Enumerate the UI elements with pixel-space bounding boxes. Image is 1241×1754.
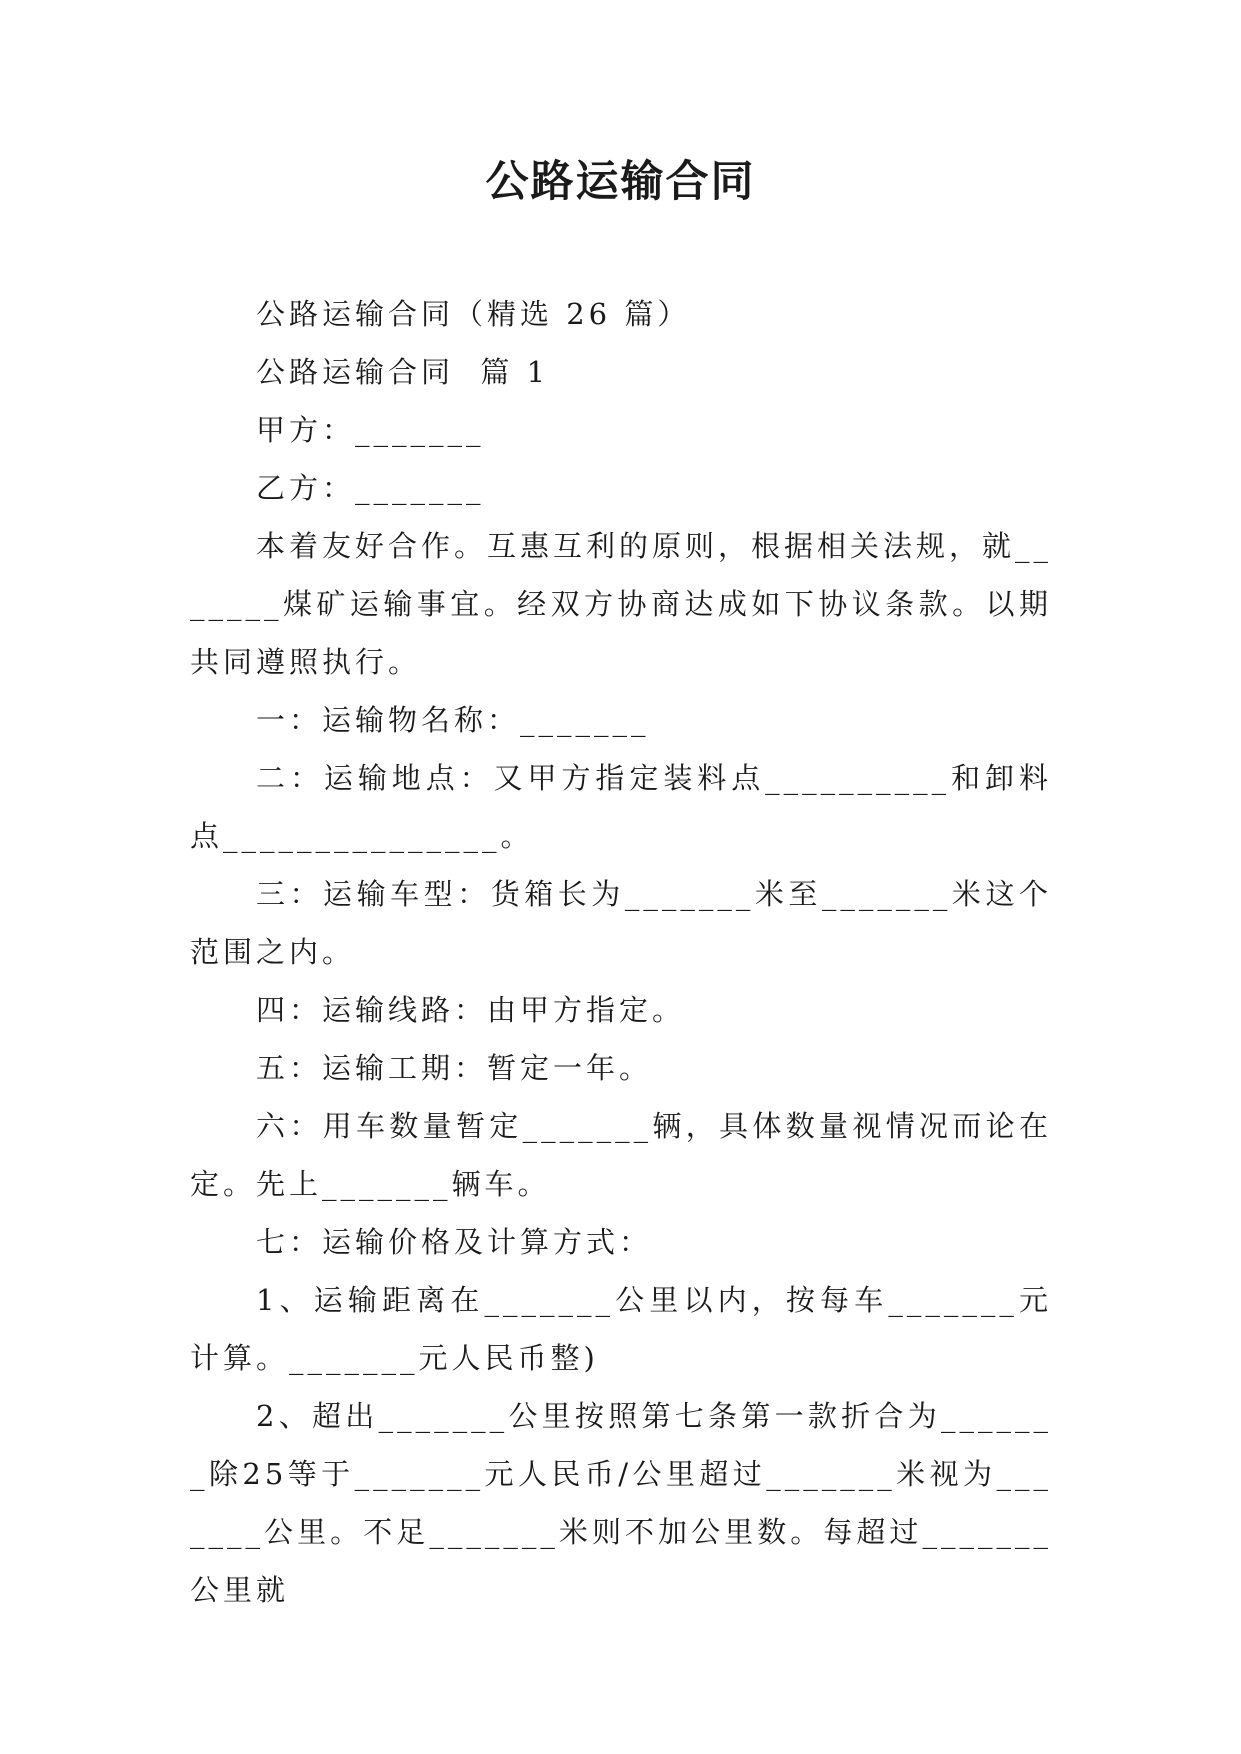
paragraph-heading: 公路运输合同（精选 26 篇） bbox=[256, 297, 691, 331]
paragraph-clause-1: 一：运输物名称：_______ bbox=[256, 703, 650, 737]
paragraph-clause-7-item-2: 2、超出_______公里按照第七条第一款折合为_______除25等于_______元人民币/公里超过_______米视为_______公里。不足_______米则不加公里数。每超过_______公里就 bbox=[190, 1399, 1052, 1607]
document-title: 公路运输合同 bbox=[485, 157, 756, 207]
paragraph-section-title: 公路运输合同 篇 1 bbox=[256, 355, 550, 389]
paragraph-preamble: 本着友好合作。互惠互利的原则，根据相关法规，就_______煤矿运输事宜。经双方协商达成如下协议条款。以期共同遵照执行。 bbox=[190, 529, 1053, 679]
paragraph-party-a: 甲方：_______ bbox=[256, 413, 485, 447]
paragraph-clause-7: 七：运输价格及计算方式： bbox=[256, 1225, 653, 1259]
paragraph-clause-3: 三：运输车型：货箱长为_______米至_______米这个范围之内。 bbox=[190, 877, 1052, 969]
paragraph-clause-5: 五：运输工期：暂定一年。 bbox=[256, 1051, 653, 1085]
paragraph-clause-6: 六：用车数量暂定_______辆，具体数量视情况而论在定。先上_______辆车。 bbox=[190, 1109, 1052, 1201]
paragraph-clause-7-item-1: 1、运输距离在_______公里以内，按每车_______元计算。_______元人民币整) bbox=[190, 1283, 1052, 1375]
paragraph-clause-2: 二：运输地点：又甲方指定装料点__________和卸料点_______________。 bbox=[190, 761, 1052, 853]
document-body bbox=[190, 285, 1052, 1619]
paragraph-clause-4: 四：运输线路：由甲方指定。 bbox=[256, 993, 686, 1027]
paragraph-party-b: 乙方：_______ bbox=[256, 471, 485, 505]
